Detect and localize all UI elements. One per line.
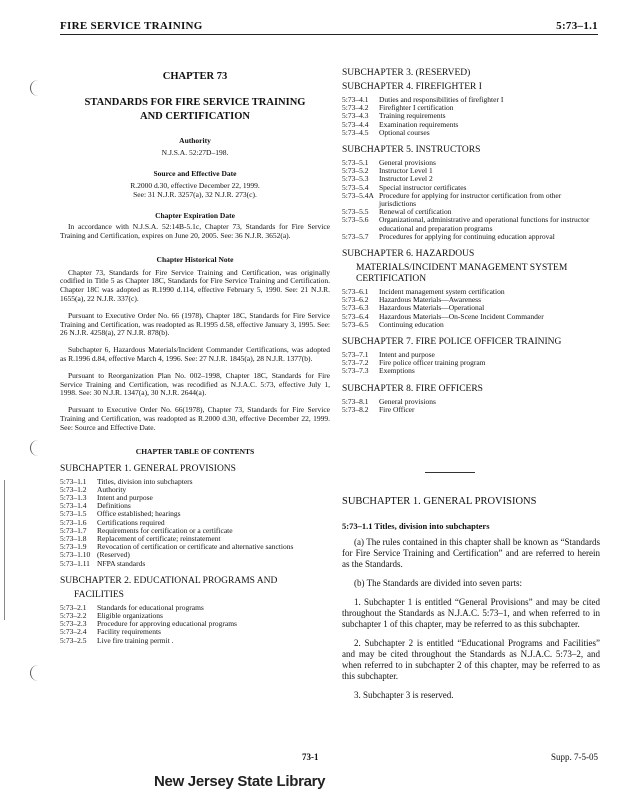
body-paragraph: (b) The Standards are divided into seven parts: (354, 578, 523, 588)
toc-entry (342, 367, 600, 375)
toc-entry-number: 5:73–1.7 (60, 525, 87, 535)
toc-entry (342, 406, 600, 414)
toc-subchapter-heading: SUBCHAPTER 2. EDUCATIONAL PROGRAMS AND (60, 575, 278, 586)
toc-entry-title: Certifications required (97, 517, 165, 527)
toc-entry-title: Hazardous Materials—Operational (379, 303, 485, 313)
toc-entry-number: 5:73–5.4 (342, 182, 369, 192)
toc-entry-number: 5:73–5.2 (342, 166, 369, 176)
toc-entry-title: Procedure for applying for instructor certification from other jurisdictions (379, 190, 562, 209)
toc-entry-number: 5:73–1.9 (60, 542, 87, 552)
toc-entry-number: 5:73–8.1 (342, 396, 369, 406)
toc-list (342, 96, 600, 137)
toc-entry-number: 5:73–5.3 (342, 174, 369, 184)
toc-entry-number: 5:73–2.5 (60, 635, 87, 645)
toc-entry-number: 5:73–1.5 (60, 509, 87, 519)
toc-entry-title: Hazardous Materials—Awareness (379, 295, 481, 305)
history-paragraph: Pursuant to Reorganization Plan No. 002–1998, Chapter 18C, Standards for Fire Service Training and Certification, was recodified as N.J.A.C. 5:73, effective July 1, 1998. See: 30 N.J.R. 1347(a), 30 N.J.R. 2644(a). (60, 370, 330, 398)
subchapter-title: SUBCHAPTER 1. GENERAL PROVISIONS (342, 496, 537, 507)
history-paragraph: Subchapter 6, Hazardous Materials/Incident Commander Certifications, was adopted as R.1996 d.84, effective March 4, 1996. See: 27 N.J.R. 1845(a), 28 N.J.R. 1377(b). (60, 345, 330, 363)
toc-entry (342, 216, 600, 232)
toc-list (342, 288, 600, 329)
source-text-line-1: R.2000 d.30, effective December 22, 1999. (130, 181, 260, 190)
margin-bracket (30, 665, 51, 681)
toc-entry-number: 5:73–4.4 (342, 119, 369, 129)
toc-entry-number: 5:73–1.4 (60, 501, 87, 511)
toc-entry-number: 5:73–2.3 (60, 619, 87, 629)
toc-entry-title: (Reserved) (97, 550, 130, 560)
toc-entry-number: 5:73–4.3 (342, 111, 369, 121)
toc-entry-number: 5:73–5.7 (342, 231, 369, 241)
toc-entry-number: 5:73–6.4 (342, 311, 369, 321)
toc-entry-title: Examination requirements (379, 119, 459, 129)
source-text (60, 181, 330, 199)
left-column (60, 68, 330, 653)
toc-entry-title: Standards for educational programs (97, 602, 204, 612)
toc-entry-title: Optional courses (379, 127, 430, 137)
toc-heading: CHAPTER TABLE OF CONTENTS (135, 446, 255, 456)
toc-entry-title: Live fire training permit . (97, 635, 174, 645)
toc-entry-number: 5:73–2.2 (60, 610, 87, 620)
toc-subchapter-heading: SUBCHAPTER 1. GENERAL PROVISIONS (60, 463, 236, 474)
body-paragraph: 2. Subchapter 2 is entitled “Educational Programs and Facilities” and may be cited throughout the Standards as N.J.A.C. 5:73–2, and when referred to in subchapter 2 of this chapter, may be referred to as this subchapter. (342, 638, 600, 681)
toc-entry-title: Facility requirements (97, 627, 161, 637)
toc-subchapter-heading: SUBCHAPTER 7. FIRE POLICE OFFICER TRAINING (342, 337, 562, 348)
toc-entry (342, 129, 600, 137)
authority-heading: Authority (179, 136, 211, 145)
toc-entry-title: Revocation of certification or certificate and alternative sanctions (97, 542, 294, 552)
expiration-heading: Chapter Expiration Date (155, 211, 235, 220)
toc-list (342, 159, 600, 241)
toc-entry-number: 5:73–7.3 (342, 366, 369, 376)
authority-text: N.J.S.A. 52:27D–198. (161, 148, 229, 157)
toc-entry-title: Fire Officer (379, 404, 415, 414)
toc-entry-number: 5:73–6.2 (342, 295, 369, 305)
chapter-subtitle-line-1: STANDARDS FOR FIRE SERVICE TRAINING (84, 97, 306, 108)
toc-entry (342, 192, 600, 208)
toc-entry-title: Replacement of certificate; reinstatement (97, 533, 221, 543)
running-header (60, 20, 598, 35)
toc-entry-title: Instructor Level 1 (379, 166, 433, 176)
toc-entry-title: Exemptions (379, 366, 415, 376)
margin-bracket (30, 440, 51, 456)
toc-entry (342, 233, 600, 241)
toc-entry-title: Hazardous Materials—On-Scene Incident Commander (379, 311, 544, 321)
body-paragraph: (a) The rules contained in this chapter shall be known as “Standards for Fire Service Training and Certification” and are referred to herein as the Standards. (342, 537, 600, 569)
body-text (342, 496, 600, 709)
section-divider (425, 472, 475, 473)
toc-entry-title: General provisions (379, 158, 436, 168)
source-heading: Source and Effective Date (153, 169, 237, 178)
toc-subchapter-heading-cont: FACILITIES (74, 589, 124, 600)
chapter-subtitle-line-2: AND CERTIFICATION (140, 111, 250, 122)
source-text-line-2: See: 31 N.J.R. 3257(a), 32 N.J.R. 273(c). (133, 190, 257, 199)
toc-entry-title: Requirements for certification or a certificate (97, 525, 233, 535)
toc-entry-title: Incident management system certification (379, 287, 505, 297)
toc-entry-number: 5:73–1.1 (60, 476, 87, 486)
toc-subchapter-heading: SUBCHAPTER 4. FIREFIGHTER I (342, 82, 482, 92)
header-title: FIRE SERVICE TRAINING (60, 20, 203, 32)
header-section-number: 5:73–1.1 (556, 20, 598, 32)
right-column (342, 68, 600, 422)
toc-entry-number: 5:73–1.6 (60, 517, 87, 527)
toc-subchapter-heading-cont: MATERIALS/INCIDENT MANAGEMENT SYSTEM CERTIFICATION (356, 263, 568, 285)
toc-entry-title: Instructor Level 2 (379, 174, 433, 184)
history-paragraph: Pursuant to Executive Order No. 66(1978), Chapter 73, Standards for Fire Service Training and Certification, was readopted as R.2000 d.30, effective December 22, 1999. See: Source and Effective Date. (60, 405, 330, 432)
toc-entry (60, 637, 330, 645)
margin-bar (4, 480, 5, 620)
toc-entry-number: 5:73–1.10 (60, 550, 91, 560)
toc-entry-title: Definitions (97, 501, 131, 511)
history-paragraph: Chapter 73, Standards for Fire Service Training and Certification, was originally codified in Title 5 as Chapter 18C, Standards for Fire Service Training and Certification. Chapter 18C was adopted as R.1990 d.114, effective February 5, 1990. See: 21 N.J.R. 1655(a), 22 N.J.R. 337(c). (60, 267, 330, 303)
toc-subchapter-heading: SUBCHAPTER 8. FIRE OFFICERS (342, 383, 483, 394)
toc-entry-number: 5:73–7.1 (342, 350, 369, 360)
expiration-text: In accordance with N.J.S.A. 52:14B-5.1c, Chapter 73, Standards for Fire Service Training and Certification, expires on June 20, 2005. See: 36 N.J.R. 3652(a). (60, 222, 330, 240)
toc-subchapter-heading: SUBCHAPTER 6. HAZARDOUS (342, 249, 475, 260)
toc-entry-number: 5:73–4.5 (342, 127, 369, 137)
toc-entry-number: 5:73–1.8 (60, 533, 87, 543)
toc-entry (60, 560, 330, 568)
toc-entry-number: 5:73–6.1 (342, 287, 369, 297)
toc-entry-title: Firefighter I certification (379, 103, 454, 113)
toc-entry-number: 5:73–5.4A (342, 190, 374, 200)
toc-entry-title: Intent and purpose (379, 350, 435, 360)
toc-entry-number: 5:73–1.2 (60, 484, 87, 494)
chapter-subtitle (60, 96, 330, 124)
toc-entry-number: 5:73–1.11 (60, 558, 90, 568)
toc-entry-title: Fire police officer training program (379, 358, 486, 368)
toc-list (342, 351, 600, 376)
supplement-date: Supp. 7-5-05 (551, 752, 598, 762)
toc-entry-title: Intent and purpose (97, 492, 153, 502)
body-paragraph: 1. Subchapter 1 is entitled “General Provisions” and may be cited throughout the Standards as N.J.A.C. 5:73–1, and when referred to in subchapter 1 of this chapter, may be referred to as this subchapter. (342, 597, 600, 629)
toc-entry-number: 5:73–5.1 (342, 158, 369, 168)
toc-entry-number: 5:73–6.3 (342, 303, 369, 313)
history-paragraph: Pursuant to Executive Order No. 66 (1978), Chapter 18C, Standards for Fire Service Training and Certification, was readopted as R.1995 d.58, effective January 3, 1995. See: 26 N.J.R. 4258(a), 27 N.J.R. 878(b). (60, 310, 330, 338)
toc-entry-title: Training requirements (379, 111, 446, 121)
page-number: 73-1 (302, 752, 319, 762)
toc-entry-title: Eligible organizations (97, 610, 163, 620)
toc-list (60, 604, 330, 645)
toc-entry-number: 5:73–6.5 (342, 319, 369, 329)
toc-entry-number: 5:73–4.2 (342, 103, 369, 113)
body-paragraph: 3. Subchapter 3 is reserved. (354, 690, 454, 700)
toc-entry-title: Titles, division into subchapters (97, 476, 193, 486)
toc-entry-title: Organizational, administrative and operational functions for instructor educational and preparation programs (379, 215, 590, 233)
toc-entry-title: Duties and responsibilities of firefighter I (379, 95, 504, 104)
toc-entry-number: 5:73–2.1 (60, 602, 87, 612)
toc-list (342, 398, 600, 414)
toc-entry-title: Procedures for applying for continuing education approval (379, 231, 555, 241)
toc-entry-number: 5:73–2.4 (60, 627, 87, 637)
history-heading: Chapter Historical Note (156, 254, 234, 264)
toc-left (60, 464, 330, 645)
toc-entry (342, 321, 600, 329)
toc-entry-number: 5:73–5.6 (342, 215, 369, 225)
toc-entry-number: 5:73–5.5 (342, 207, 369, 217)
toc-entry-title: Office established; hearings (97, 509, 181, 519)
toc-entry-title: General provisions (379, 396, 436, 406)
toc-entry-title: Authority (97, 484, 127, 494)
section-heading: 5:73–1.1 Titles, division into subchapters (342, 521, 490, 531)
toc-subchapter-heading: SUBCHAPTER 5. INSTRUCTORS (342, 145, 481, 156)
toc-entry-number: 5:73–8.2 (342, 404, 369, 414)
toc-entry-number: 5:73–7.2 (342, 358, 369, 368)
toc-entry-title: Continuing education (379, 319, 444, 329)
toc-entry-title: Special instructor certificates (379, 182, 467, 192)
toc-entry-title: Renewal of certification (379, 207, 452, 217)
margin-bracket (30, 80, 51, 96)
toc-entry-title: NFPA standards (97, 558, 146, 568)
chapter-title: CHAPTER 73 (162, 71, 228, 82)
toc-list (60, 478, 330, 568)
library-stamp: New Jersey State Library (154, 773, 326, 790)
toc-right (342, 68, 600, 414)
toc-entry-title: Procedure for approving educational programs (97, 619, 237, 629)
toc-subchapter-heading: SUBCHAPTER 3. (RESERVED) (342, 68, 471, 78)
toc-entry-number: 5:73–1.3 (60, 492, 87, 502)
toc-entry-number: 5:73–4.1 (342, 95, 369, 104)
